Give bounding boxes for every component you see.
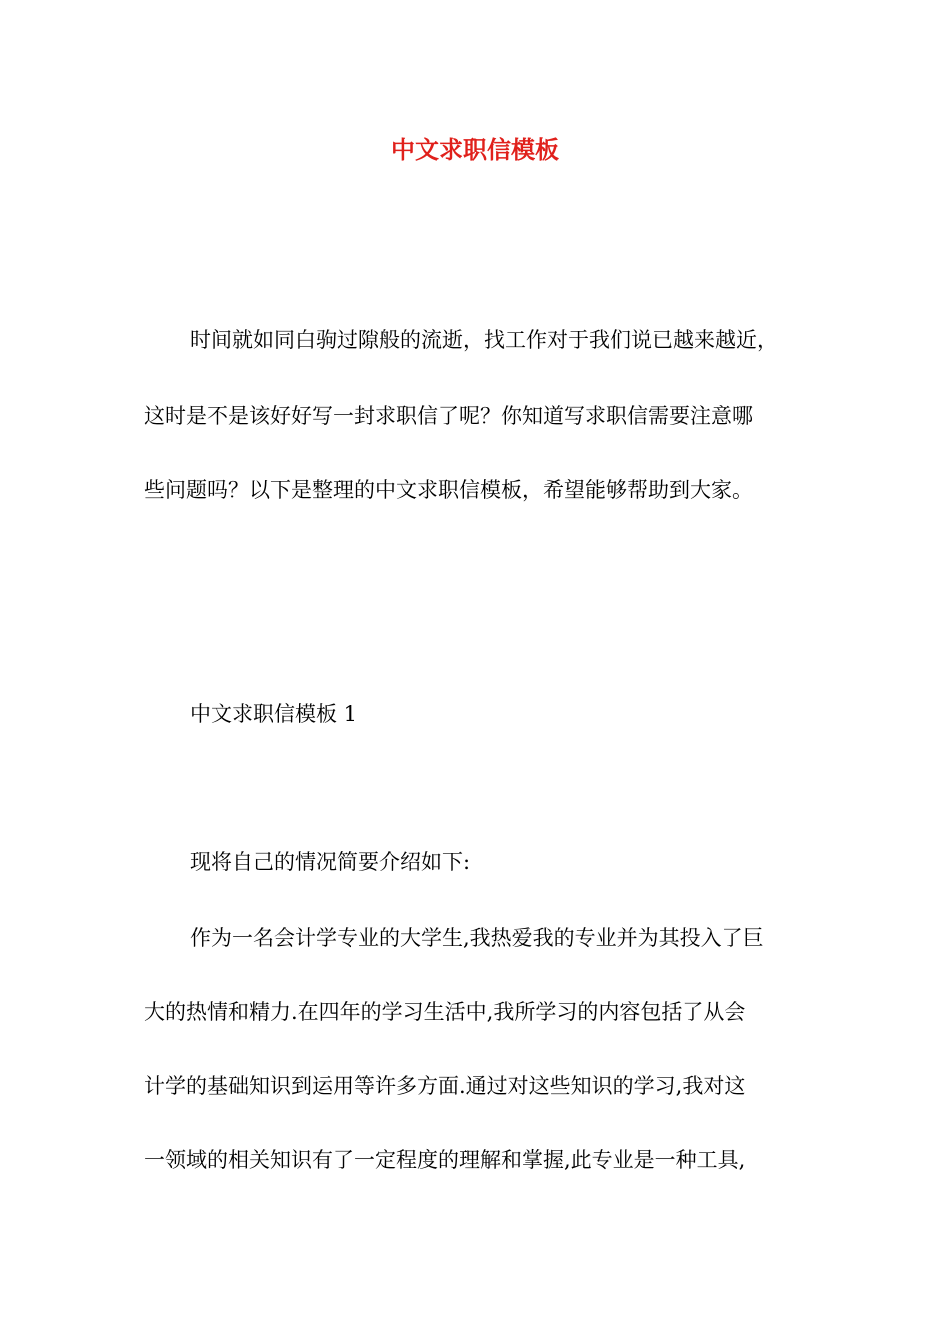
body-line-4: 一领域的相关知识有了一定程度的理解和掌握,此专业是一种工具, — [144, 1148, 746, 1172]
document-title: 中文求职信模板 — [391, 135, 559, 164]
body-line-1: 作为一名会计学专业的大学生,我热爱我的专业并为其投入了巨 — [190, 926, 764, 950]
intro-line-2: 这时是不是该好好写一封求职信了呢？你知道写求职信需要注意哪 — [144, 404, 753, 428]
body-line-3: 计学的基础知识到运用等许多方面.通过对这些知识的学习,我对这 — [144, 1074, 746, 1098]
intro-line-3: 些问题吗？以下是整理的中文求职信模板，希望能够帮助到大家。 — [144, 478, 753, 502]
section-heading: 中文求职信模板 1 — [190, 702, 358, 726]
body-intro: 现将自己的情况简要介绍如下: — [190, 850, 471, 874]
intro-line-1: 时间就如同白驹过隙般的流逝，找工作对于我们说已越来越近， — [190, 328, 778, 352]
body-line-2: 大的热情和精力.在四年的学习生活中,我所学习的内容包括了从会 — [144, 1000, 746, 1024]
